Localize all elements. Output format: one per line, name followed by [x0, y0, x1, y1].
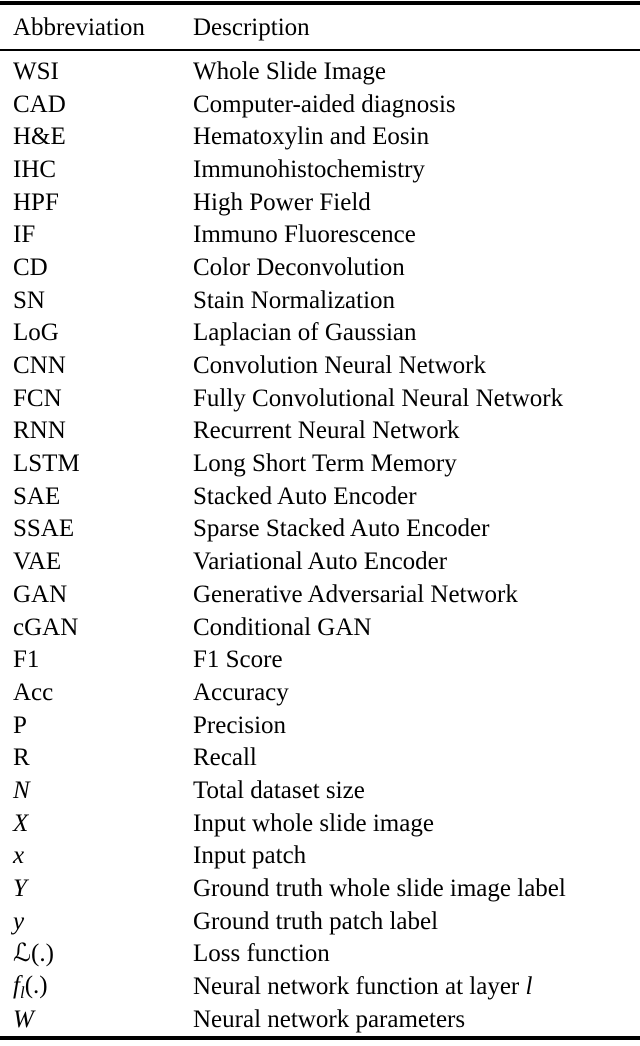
description-cell: [193, 843, 640, 868]
abbreviation-label: W: [13, 1005, 34, 1033]
description-text: Immuno Fluorescence: [193, 221, 416, 249]
description-cell: [193, 680, 640, 705]
table-row: [0, 415, 640, 448]
column-header-description: Description: [193, 13, 310, 41]
table-row: [0, 218, 640, 251]
abbreviation-label: H&E: [13, 123, 66, 151]
abbreviation-label: R: [13, 744, 30, 772]
abbreviation-cell: [13, 811, 193, 836]
description-cell: [193, 59, 640, 84]
description-text: Whole Slide Image: [193, 57, 386, 85]
abbreviation-cell: [13, 386, 193, 411]
description-text: Computer-aided diagnosis: [193, 90, 456, 118]
abbreviation-label: IF: [13, 221, 36, 249]
description-cell: [193, 778, 640, 803]
abbreviation-label: GAN: [13, 580, 68, 608]
description-text: Hematoxylin and Eosin: [193, 123, 430, 151]
abbreviation-cell: [13, 615, 193, 640]
table-body: [0, 51, 640, 1036]
table-row: [0, 774, 640, 807]
abbreviation-cell: [13, 713, 193, 738]
description-cell: [193, 974, 640, 999]
description-cell: [193, 255, 640, 280]
abbreviation-math-subscript: l: [19, 982, 25, 1002]
description-cell: [193, 386, 640, 411]
table-row: [0, 611, 640, 644]
description-text: Fully Convolutional Neural Network: [193, 384, 564, 412]
description-cell: [193, 484, 640, 509]
description-cell: [193, 222, 640, 247]
description-cell: [193, 353, 640, 378]
table-row: [0, 55, 640, 88]
description-text: Generative Adversarial Network: [193, 580, 518, 608]
description-cell: [193, 582, 640, 607]
table-header: [0, 5, 640, 49]
abbreviation-label: X: [13, 809, 29, 837]
description-cell: [193, 1007, 640, 1032]
abbreviation-label: P: [13, 711, 27, 739]
table-row: [0, 513, 640, 546]
abbreviation-label: N: [13, 776, 30, 804]
abbreviation-label: SN: [13, 286, 45, 314]
table-row: [0, 120, 640, 153]
description-text: Sparse Stacked Auto Encoder: [193, 515, 490, 543]
abbreviation-cell: [13, 843, 193, 868]
description-cell: [193, 909, 640, 934]
table-row: [0, 284, 640, 317]
table-row: [0, 349, 640, 382]
description-text: F1 Score: [193, 646, 283, 674]
table-row: [0, 317, 640, 350]
abbreviation-cell: [13, 157, 193, 182]
abbreviation-label: RNN: [13, 417, 66, 445]
abbreviation-cell: [13, 516, 193, 541]
abbreviation-label: Acc: [13, 678, 54, 706]
description-text: Variational Auto Encoder: [193, 548, 448, 576]
description-text: Neural network function at layer: [193, 973, 526, 1001]
description-cell: [193, 157, 640, 182]
abbreviation-cell: [13, 451, 193, 476]
abbreviation-cell: [13, 973, 193, 1001]
abbreviation-cell: [13, 320, 193, 345]
abbreviation-label: CNN: [13, 352, 66, 380]
description-cell: [193, 451, 640, 476]
abbreviation-cell: [13, 745, 193, 770]
table-row: [0, 840, 640, 873]
description-text: Stacked Auto Encoder: [193, 482, 417, 510]
bottom-rule: [0, 1036, 640, 1040]
description-text: Color Deconvolution: [193, 253, 405, 281]
description-cell: [193, 647, 640, 672]
table-row: [0, 709, 640, 742]
table-row: [0, 905, 640, 938]
abbreviation-label: CAD: [13, 90, 66, 118]
table-row: [0, 872, 640, 905]
abbreviation-label: WSI: [13, 57, 59, 85]
description-text: Immunohistochemistry: [193, 155, 425, 183]
table-row: [0, 88, 640, 121]
abbreviation-label: ℒ(.): [13, 940, 54, 968]
description-text: Recall: [193, 744, 257, 772]
abbreviation-cell: [13, 484, 193, 509]
abbreviation-label: IHC: [13, 155, 57, 183]
description-text: Conditional GAN: [193, 613, 372, 641]
description-text: Accuracy: [193, 678, 289, 706]
table-row: [0, 938, 640, 971]
table-row: [0, 807, 640, 840]
description-math-symbol: l: [525, 973, 533, 1001]
abbreviation-cell: [13, 941, 193, 966]
description-text: Ground truth whole slide image label: [193, 875, 566, 903]
abbreviation-cell: [13, 92, 193, 117]
abbreviation-cell: [13, 647, 193, 672]
description-text: Recurrent Neural Network: [193, 417, 460, 445]
abbreviation-cell: [13, 876, 193, 901]
table-row: [0, 382, 640, 415]
abbreviation-label: HPF: [13, 188, 59, 216]
description-cell: [193, 124, 640, 149]
abbreviation-label: x: [13, 842, 25, 870]
abbreviation-label: SAE: [13, 482, 61, 510]
table-row: [0, 186, 640, 219]
description-cell: [193, 288, 640, 313]
description-text: Ground truth patch label: [193, 907, 439, 935]
description-text: Loss function: [193, 940, 330, 968]
table-row: [0, 741, 640, 774]
table-row: [0, 480, 640, 513]
description-cell: [193, 941, 640, 966]
description-cell: [193, 713, 640, 738]
abbreviation-math-args: (.): [24, 971, 48, 999]
description-text: Neural network parameters: [193, 1005, 466, 1033]
abbreviation-label: CD: [13, 253, 48, 281]
abbreviation-math-base: f: [13, 971, 20, 999]
abbreviation-cell: [13, 353, 193, 378]
abbreviation-cell: [13, 418, 193, 443]
abbreviation-cell: [13, 1007, 193, 1032]
description-text: Input whole slide image: [193, 809, 434, 837]
table-row: [0, 970, 640, 1003]
description-cell: [193, 92, 640, 117]
table-row: [0, 545, 640, 578]
description-text: Total dataset size: [193, 776, 365, 804]
description-cell: [193, 745, 640, 770]
table-row: [0, 153, 640, 186]
abbreviation-label: VAE: [13, 548, 62, 576]
table-row: [0, 578, 640, 611]
abbreviation-label: F1: [13, 646, 40, 674]
abbreviation-cell: [13, 582, 193, 607]
abbreviation-cell: [13, 288, 193, 313]
abbreviations-table: [0, 1, 640, 1040]
abbreviation-cell: [13, 909, 193, 934]
description-cell: [193, 811, 640, 836]
description-text: Input patch: [193, 842, 307, 870]
abbreviation-cell: [13, 680, 193, 705]
description-cell: [193, 418, 640, 443]
abbreviation-cell: [13, 778, 193, 803]
abbreviation-cell: [13, 255, 193, 280]
description-cell: [193, 516, 640, 541]
description-text: Long Short Term Memory: [193, 450, 457, 478]
description-cell: [193, 320, 640, 345]
abbreviation-cell: [13, 124, 193, 149]
abbreviation-label: LoG: [13, 319, 59, 347]
abbreviation-cell: [13, 190, 193, 215]
table-row: [0, 251, 640, 284]
table-row: [0, 676, 640, 709]
table-row: [0, 1003, 640, 1036]
abbreviation-cell: [13, 222, 193, 247]
description-cell: [193, 876, 640, 901]
column-header-abbreviation: Abbreviation: [13, 13, 145, 41]
description-text: Laplacian of Gaussian: [193, 319, 417, 347]
description-text: Precision: [193, 711, 287, 739]
abbreviation-cell: [13, 549, 193, 574]
abbreviation-label: FCN: [13, 384, 62, 412]
description-text: Stain Normalization: [193, 286, 396, 314]
abbreviation-label: Y: [13, 875, 27, 903]
abbreviation-label: y: [13, 907, 25, 935]
table-row: [0, 447, 640, 480]
description-cell: [193, 190, 640, 215]
abbreviation-cell: [13, 59, 193, 84]
description-text: High Power Field: [193, 188, 371, 216]
abbreviation-label: SSAE: [13, 515, 75, 543]
table-row: [0, 643, 640, 676]
description-cell: [193, 549, 640, 574]
abbreviation-label: cGAN: [13, 613, 79, 641]
abbreviation-label: LSTM: [13, 450, 80, 478]
description-cell: [193, 615, 640, 640]
description-text: Convolution Neural Network: [193, 352, 487, 380]
